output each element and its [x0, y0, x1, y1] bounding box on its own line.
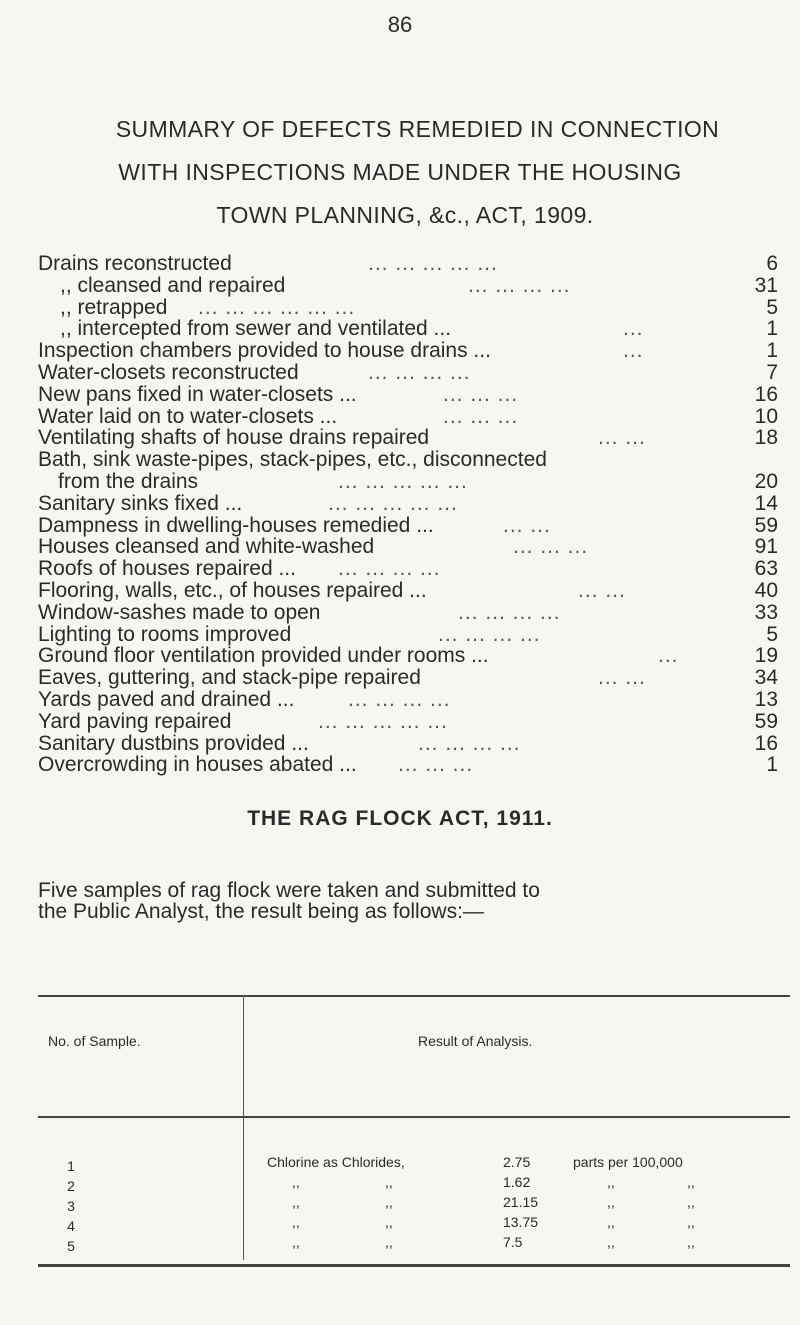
list-item — [38, 645, 778, 667]
ditto-mark: ,, — [385, 1174, 393, 1190]
title-line-1: SUMMARY OF DEFECTS REMEDIED IN CONNECTION — [115, 116, 720, 142]
intro-paragraph — [38, 880, 773, 922]
ditto-mark: ,, — [292, 1234, 300, 1250]
leader-dots: ... ... ... ... ... ... — [198, 295, 356, 319]
leader-dots: ... ... ... — [513, 535, 589, 559]
table-bottom-rule — [38, 1264, 790, 1267]
list-item — [38, 275, 778, 297]
ditto-mark: ,, — [607, 1234, 615, 1250]
item-count: 18 — [754, 426, 778, 450]
ditto-mark: ,, — [292, 1194, 300, 1210]
result-column — [267, 1152, 767, 1252]
item-count: 7 — [766, 360, 778, 384]
header-sample-number: No. of Sample. — [48, 1033, 141, 1049]
paragraph-line: Five samples of rag flock were taken and submitted to — [38, 879, 540, 902]
list-item — [38, 427, 778, 449]
leader-dots: ... ... ... ... — [418, 731, 521, 755]
item-label: Bath, sink waste-pipes, stack-pipes, etc., disconnected — [38, 448, 547, 472]
list-item — [38, 340, 778, 362]
item-count: 1 — [766, 753, 778, 777]
result-prefix: Chlorine as Chlorides, — [267, 1154, 405, 1170]
leader-dots: ... ... ... ... — [338, 557, 441, 581]
leader-dots: ... ... — [598, 666, 646, 690]
ditto-mark: ,, — [292, 1174, 300, 1190]
leader-dots: ... ... ... ... — [468, 273, 571, 297]
item-label: Roofs of houses repaired ... — [38, 557, 296, 581]
sample-number: 4 — [67, 1218, 75, 1234]
ditto-mark: ,, — [385, 1194, 393, 1210]
item-count: 1 — [766, 317, 778, 341]
list-item — [38, 493, 778, 515]
title-line-2: WITH INSPECTIONS MADE UNDER THE HOUSING — [118, 159, 682, 185]
leader-dots: ... ... ... ... — [348, 687, 451, 711]
list-item — [38, 515, 778, 537]
list-item — [38, 689, 778, 711]
table-row — [267, 1152, 767, 1172]
ditto-mark: ,, — [687, 1234, 695, 1250]
list-item — [38, 536, 778, 558]
item-count: 19 — [754, 644, 778, 668]
leader-dots: ... ... ... — [443, 404, 519, 428]
ditto-mark: ,, — [687, 1214, 695, 1230]
list-item — [38, 733, 778, 755]
leader-dots: ... ... — [503, 513, 551, 537]
leader-dots: ... — [623, 317, 644, 341]
list-item — [38, 384, 778, 406]
table-row — [267, 1172, 767, 1192]
item-label: Ventilating shafts of house drains repaired — [38, 426, 430, 450]
item-count: 16 — [754, 382, 778, 406]
item-count: 1 — [766, 339, 778, 363]
item-count: 14 — [754, 491, 778, 515]
list-item — [38, 754, 778, 776]
item-count: 16 — [754, 731, 778, 755]
item-label: Water-closets reconstructed — [38, 360, 299, 384]
page-title — [0, 108, 800, 237]
sample-number: 1 — [67, 1158, 75, 1174]
item-count: 59 — [754, 709, 778, 733]
sample-number-column — [56, 1156, 86, 1256]
title-line-3: TOWN PLANNING, &c., ACT, 1909. — [216, 202, 594, 228]
ditto-mark: ,, — [292, 1214, 300, 1230]
defects-list — [38, 253, 778, 776]
leader-dots: ... ... ... ... ... — [338, 469, 468, 493]
item-label: New pans fixed in water-closets ... — [38, 382, 357, 406]
leader-dots: ... ... ... — [398, 753, 474, 777]
item-label: Water laid on to water-closets ... — [38, 404, 338, 428]
item-label: Eaves, guttering, and stack-pipe repaired — [38, 666, 421, 690]
leader-dots: ... ... ... ... — [368, 360, 471, 384]
leader-dots: ... ... ... ... ... — [368, 252, 498, 275]
item-count: 91 — [754, 535, 778, 559]
result-unit: parts per 100,000 — [573, 1154, 683, 1170]
table-top-rule — [38, 995, 790, 997]
item-count: 33 — [754, 600, 778, 624]
item-label: Lighting to rooms improved — [38, 622, 292, 646]
table-column-divider — [243, 995, 244, 1260]
list-item — [38, 624, 778, 646]
chloride-value: 13.75 — [503, 1214, 539, 1230]
item-count: 63 — [754, 557, 778, 581]
item-label: Sanitary sinks fixed ... — [38, 491, 243, 515]
item-label: Ground floor ventilation provided under rooms ... — [38, 644, 489, 668]
list-item — [38, 580, 778, 602]
item-label: Inspection chambers provided to house drains ... — [38, 339, 491, 363]
ditto-mark: ,, — [607, 1194, 615, 1210]
ditto-mark: ,, — [607, 1214, 615, 1230]
leader-dots: ... — [658, 644, 679, 668]
item-label: Sanitary dustbins provided ... — [38, 731, 309, 755]
list-item — [38, 711, 778, 733]
section-heading: THE RAG FLOCK ACT, 1911. — [247, 807, 553, 830]
item-count: 20 — [754, 469, 778, 493]
list-item — [38, 362, 778, 384]
list-item — [38, 318, 778, 340]
item-label: Overcrowding in houses abated ... — [38, 753, 357, 777]
list-item — [38, 471, 778, 493]
item-label: ,, retrapped — [60, 295, 168, 319]
leader-dots: ... ... — [598, 426, 646, 450]
leader-dots: ... ... ... ... — [458, 600, 561, 624]
sample-number: 3 — [67, 1198, 75, 1214]
leader-dots: ... ... ... ... ... — [318, 709, 448, 733]
paragraph-line: the Public Analyst, the result being as follows:— — [38, 900, 484, 923]
item-label: Yard paving repaired — [38, 709, 232, 733]
table-row — [267, 1212, 767, 1232]
ditto-mark: ,, — [687, 1194, 695, 1210]
chloride-value: 7.5 — [503, 1234, 523, 1250]
table-row — [267, 1192, 767, 1212]
item-count: 40 — [754, 578, 778, 602]
table-row — [267, 1232, 767, 1252]
item-label: Houses cleansed and white-washed — [38, 535, 375, 559]
list-item — [38, 406, 778, 428]
chloride-value: 2.75 — [503, 1154, 531, 1170]
leader-dots: ... — [623, 339, 644, 363]
ditto-mark: ,, — [385, 1214, 393, 1230]
item-count: 59 — [754, 513, 778, 537]
chloride-value: 1.62 — [503, 1174, 531, 1190]
page-number: 86 — [387, 12, 413, 37]
sample-number: 5 — [67, 1238, 75, 1254]
item-label: Window-sashes made to open — [38, 600, 321, 624]
item-label: ,, cleansed and repaired — [60, 273, 286, 297]
list-item — [38, 667, 778, 689]
analysis-table — [38, 995, 790, 1254]
item-count: 6 — [766, 252, 778, 275]
ditto-mark: ,, — [607, 1174, 615, 1190]
item-count: 10 — [754, 404, 778, 428]
leader-dots: ... ... ... ... — [438, 622, 541, 646]
item-label: ,, intercepted from sewer and ventilated ... — [60, 317, 452, 341]
list-item — [38, 449, 778, 471]
sample-number: 2 — [67, 1178, 75, 1194]
leader-dots: ... ... ... ... ... — [328, 491, 458, 515]
item-count: 5 — [766, 622, 778, 646]
list-item — [38, 253, 778, 275]
ditto-mark: ,, — [687, 1174, 695, 1190]
item-count: 13 — [754, 687, 778, 711]
chloride-value: 21.15 — [503, 1194, 539, 1210]
table-header-rule — [38, 1116, 790, 1118]
header-result: Result of Analysis. — [418, 1033, 533, 1049]
item-label: Drains reconstructed — [38, 252, 232, 275]
ditto-mark: ,, — [385, 1234, 393, 1250]
leader-dots: ... ... ... — [443, 382, 519, 406]
list-item — [38, 297, 778, 319]
item-label: Dampness in dwelling-houses remedied ... — [38, 513, 434, 537]
item-label: Yards paved and drained ... — [38, 687, 295, 711]
item-count: 34 — [754, 666, 778, 690]
item-label: Flooring, walls, etc., of houses repaired ... — [38, 578, 427, 602]
item-count: 5 — [766, 295, 778, 319]
list-item — [38, 558, 778, 580]
leader-dots: ... ... — [578, 578, 626, 602]
item-label: from the drains — [58, 469, 199, 493]
item-count: 31 — [754, 273, 778, 297]
list-item — [38, 602, 778, 624]
